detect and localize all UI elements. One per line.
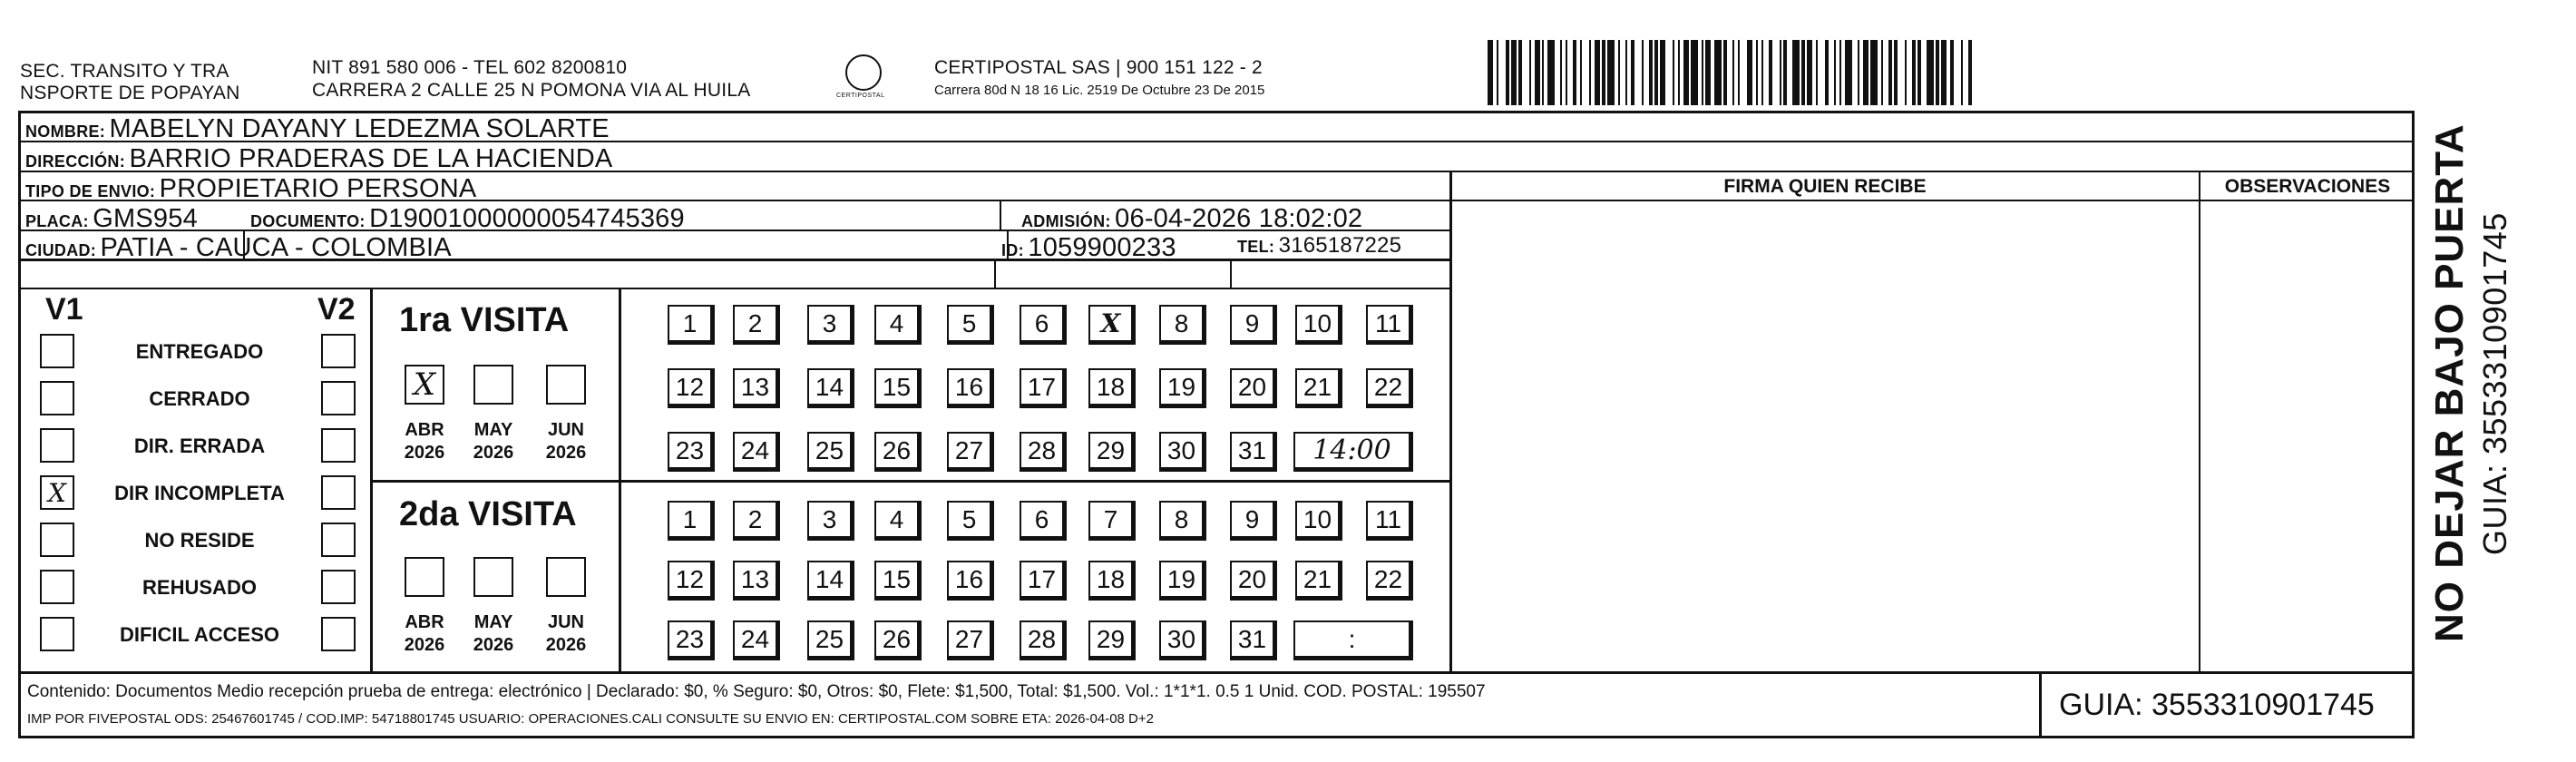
admision-label: ADMISIÓN:	[1021, 212, 1111, 230]
barcode-bar	[1898, 40, 1905, 105]
day-box[interactable]: 28	[1020, 620, 1067, 660]
month-checkbox[interactable]	[405, 557, 444, 597]
v1-checkbox[interactable]	[40, 334, 74, 368]
admision-cell	[1021, 206, 1362, 232]
v2-checkbox[interactable]	[321, 523, 356, 557]
month-label	[537, 611, 595, 657]
visit-divider	[370, 480, 1451, 483]
barcode-bar	[1634, 40, 1642, 105]
day-box[interactable]: 18	[1088, 368, 1136, 408]
day-box[interactable]: 6	[1020, 501, 1067, 541]
observaciones-title: OBSERVACIONES	[2224, 176, 2391, 197]
month-checkbox[interactable]	[546, 557, 586, 597]
office-line-1: SEC. TRANSITO Y TRA	[20, 61, 229, 82]
barcode-bar	[1792, 40, 1800, 105]
day-box[interactable]: 14	[807, 561, 854, 601]
day-box[interactable]: 3	[807, 305, 854, 345]
day-box[interactable]: 2	[733, 305, 780, 345]
day-box[interactable]: 25	[807, 620, 854, 660]
month-year: 2026	[404, 635, 445, 655]
day-box[interactable]: 8	[1159, 501, 1206, 541]
month-name: MAY	[473, 420, 513, 440]
ciudad-value: PATIA - CAUCA - COLOMBIA	[100, 233, 452, 262]
month-checkbox[interactable]	[473, 557, 513, 597]
office-line-2: NSPORTE DE POPAYAN	[20, 83, 240, 103]
barcode-bar	[1772, 40, 1780, 105]
v2-checkbox[interactable]	[321, 570, 356, 604]
month-label	[464, 419, 522, 464]
tipo-envio-label: TIPO DE ENVIO:	[25, 182, 156, 200]
ciudad-cell	[25, 235, 452, 261]
v2-checkbox[interactable]	[321, 334, 356, 368]
day-box[interactable]: 16	[947, 368, 994, 408]
day-box[interactable]: 11	[1366, 305, 1413, 345]
cell-divider	[1230, 259, 1232, 288]
day-box[interactable]: 31	[1230, 620, 1277, 660]
day-box[interactable]: 27	[947, 620, 994, 660]
day-box[interactable]: 21	[1295, 561, 1342, 601]
direccion-value: BARRIO PRADERAS DE LA HACIENDA	[129, 144, 613, 173]
barcode-bar	[1691, 40, 1698, 105]
cell-divider	[1000, 200, 1001, 230]
no-dejar-bajo-puerta: NO DEJAR BAJO PUERTA	[2427, 123, 2472, 642]
documento-cell	[250, 206, 685, 232]
barcode	[1488, 40, 2222, 105]
day-box[interactable]: 11	[1366, 501, 1413, 541]
time-field[interactable]: 14:00	[1293, 432, 1413, 472]
footer-imp-line: IMP POR FIVEPOSTAL ODS: 25467601745 / COD.IMP: 54718801745 USUARIO: OPERACIONES.CALI CONSULTE SU ENVIO EN: CERTIPOSTAL.COM SOBRE ETA: 2026-04-08 D+2	[27, 711, 1154, 727]
day-box[interactable]: 2	[733, 501, 780, 541]
day-box[interactable]: 18	[1088, 561, 1136, 601]
month-year: 2026	[404, 443, 445, 463]
id-cell	[1001, 235, 1176, 261]
v2-checkbox[interactable]	[321, 381, 356, 415]
tipo-envio-row	[25, 176, 476, 202]
tel-label: TEL:	[1237, 238, 1275, 256]
logo-text: CERTIPOSTAL	[836, 93, 885, 99]
status-label: DIR INCOMPLETA	[114, 482, 285, 504]
license-line: Carrera 80d N 18 16 Lic. 2519 De Octubre 23 De 2015	[934, 83, 1265, 98]
direccion-label: DIRECCIÓN:	[25, 152, 125, 171]
month-label	[537, 419, 595, 464]
id-label: ID:	[1001, 241, 1024, 259]
day-box[interactable]: 23	[668, 432, 715, 472]
barcode-bar	[1818, 40, 1825, 105]
day-box[interactable]: 24	[733, 620, 780, 660]
footer-divider	[18, 671, 2415, 674]
barcode-bar	[1714, 40, 1722, 105]
placa-cell	[25, 206, 198, 232]
v1-checkbox[interactable]	[40, 617, 74, 651]
month-label	[464, 611, 522, 657]
status-label: ENTREGADO	[135, 340, 264, 363]
day-box[interactable]: 4	[874, 501, 922, 541]
day-box[interactable]: 20	[1230, 561, 1277, 601]
barcode-bar	[1607, 40, 1615, 105]
documento-label: DOCUMENTO:	[250, 212, 366, 230]
day-box[interactable]: 30	[1159, 620, 1206, 660]
day-box[interactable]: 19	[1159, 561, 1206, 601]
barcode-bar	[1665, 40, 1673, 105]
ciudad-label: CIUDAD:	[25, 241, 97, 259]
day-box[interactable]: 26	[874, 432, 922, 472]
barcode-bar	[1927, 40, 1934, 105]
day-box[interactable]: 7	[1088, 501, 1136, 541]
day-box[interactable]: 15	[874, 368, 922, 408]
direccion-row	[25, 146, 612, 172]
month-year: 2026	[545, 635, 587, 655]
barcode-bar	[1582, 40, 1589, 105]
day-box[interactable]: 15	[874, 561, 922, 601]
barcode-bar	[1954, 40, 1961, 105]
month-label	[395, 419, 454, 464]
month-year: 2026	[473, 443, 514, 463]
month-name: JUN	[547, 612, 584, 632]
day-box[interactable]: 10	[1295, 501, 1342, 541]
barcode-bar	[1522, 40, 1529, 105]
time-field[interactable]: :	[1293, 620, 1413, 660]
footer-guia-divider	[2039, 671, 2042, 738]
day-box[interactable]: 13	[733, 368, 780, 408]
id-value: 1059900233	[1028, 233, 1176, 262]
barcode-bar	[1740, 40, 1747, 105]
barcode-bar	[1972, 40, 1974, 105]
tel-value: 3165187225	[1278, 233, 1402, 258]
day-box[interactable]: 25	[807, 432, 854, 472]
day-box[interactable]: 12	[668, 561, 715, 601]
address-line: CARRERA 2 CALLE 25 N POMONA VIA AL HUILA	[312, 80, 751, 101]
day-box[interactable]: 4	[874, 305, 922, 345]
day-box[interactable]: X	[1088, 305, 1136, 345]
month-name: MAY	[473, 612, 513, 632]
day-box[interactable]: 24	[733, 432, 780, 472]
placa-label: PLACA:	[25, 212, 89, 230]
signature-divider	[1449, 171, 1452, 671]
day-box[interactable]: 22	[1366, 368, 1413, 408]
v1-checkbox[interactable]	[40, 428, 74, 463]
day-box[interactable]: 10	[1295, 305, 1342, 345]
day-box[interactable]: 6	[1020, 305, 1067, 345]
v1-label: V1	[45, 292, 83, 327]
observaciones-divider	[2199, 171, 2200, 671]
day-box[interactable]: 16	[947, 561, 994, 601]
day-box[interactable]: 28	[1020, 432, 1067, 472]
day-box[interactable]: 12	[668, 368, 715, 408]
day-box[interactable]: 9	[1230, 305, 1277, 345]
visit1-title: 1ra VISITA	[399, 301, 570, 339]
nit-line: NIT 891 580 006 - TEL 602 8200810	[312, 57, 628, 78]
company-line: CERTIPOSTAL SAS | 900 151 122 - 2	[934, 57, 1263, 78]
month-name: JUN	[547, 420, 584, 440]
barcode-bar	[1498, 40, 1506, 105]
status-label: REHUSADO	[142, 576, 257, 599]
day-box[interactable]: 31	[1230, 432, 1277, 472]
barcode-bar	[1547, 40, 1555, 105]
status-label: CERRADO	[149, 387, 250, 410]
day-box[interactable]: 27	[947, 432, 994, 472]
day-box[interactable]: 23	[668, 620, 715, 660]
footer-content-line: Contenido: Documentos Medio recepción prueba de entrega: electrónico | Declarado: $0, % Seguro: $0, Otros: $0, Flete: $1,500, Total: $1,500. Vol.: 1*1*1. 0.5 1 Unid. COD. POSTAL: 195507	[27, 682, 1486, 701]
month-year: 2026	[545, 443, 587, 463]
visit2-title: 2da VISITA	[399, 495, 577, 533]
month-label	[395, 611, 454, 657]
day-box[interactable]: 20	[1230, 368, 1277, 408]
footer-guia: GUIA: 3553310901745	[2059, 688, 2375, 722]
v2-checkbox[interactable]	[321, 617, 356, 651]
row-divider	[1451, 200, 2415, 201]
day-box[interactable]: 22	[1366, 561, 1413, 601]
month-name: ABR	[405, 612, 444, 632]
day-box[interactable]: 13	[733, 561, 780, 601]
day-box[interactable]: 30	[1159, 432, 1206, 472]
firma-title: FIRMA QUIEN RECIBE	[1723, 176, 1927, 197]
month-checkbox[interactable]: X	[405, 365, 444, 405]
day-box[interactable]: 17	[1020, 561, 1067, 601]
barcode-bar	[1870, 40, 1878, 105]
tel-cell	[1237, 235, 1401, 257]
v1-checkbox[interactable]: X	[40, 475, 74, 510]
v2-checkbox[interactable]	[321, 475, 356, 510]
tipo-envio-value: PROPIETARIO PERSONA	[159, 174, 477, 203]
status-label: NO RESIDE	[144, 529, 255, 552]
day-box[interactable]: 29	[1088, 620, 1136, 660]
status-label: DIFICIL ACCESO	[119, 623, 279, 646]
logo-circle-icon	[845, 54, 882, 91]
nombre-value: MABELYN DAYANY LEDEZMA SOLARTE	[109, 114, 610, 143]
cell-divider	[994, 259, 996, 288]
barcode-bar	[1845, 40, 1852, 105]
nombre-row	[25, 116, 610, 142]
day-box[interactable]: 9	[1230, 501, 1277, 541]
certipostal-logo	[836, 54, 891, 102]
documento-value: D19001000000054745369	[369, 204, 685, 233]
day-box[interactable]: 21	[1295, 368, 1342, 408]
day-box[interactable]: 29	[1088, 432, 1136, 472]
day-box[interactable]: 17	[1020, 368, 1067, 408]
v1-checkbox[interactable]	[40, 570, 74, 604]
day-box[interactable]: 8	[1159, 305, 1206, 345]
day-box[interactable]: 14	[807, 368, 854, 408]
month-year: 2026	[473, 635, 514, 655]
day-box[interactable]: 26	[874, 620, 922, 660]
day-box[interactable]: 1	[668, 305, 715, 345]
day-box[interactable]: 5	[947, 305, 994, 345]
month-name: ABR	[405, 420, 444, 440]
month-checkbox[interactable]	[473, 365, 513, 405]
v2-checkbox[interactable]	[321, 428, 356, 463]
placa-value: GMS954	[93, 204, 198, 233]
v1-checkbox[interactable]	[40, 381, 74, 415]
day-box[interactable]: 19	[1159, 368, 1206, 408]
observaciones-area[interactable]	[2204, 203, 2411, 668]
status-label: DIR. ERRADA	[133, 435, 266, 457]
v1-checkbox[interactable]	[40, 523, 74, 557]
nombre-label: NOMBRE:	[25, 122, 106, 141]
v2-label: V2	[317, 292, 356, 327]
signature-area[interactable]	[1455, 203, 2195, 668]
month-checkbox[interactable]	[546, 365, 586, 405]
admision-value: 06-04-2026 18:02:02	[1115, 204, 1363, 233]
day-box[interactable]: 3	[807, 501, 854, 541]
day-box[interactable]: 1	[668, 501, 715, 541]
side-guia: GUIA: 3553310901745	[2476, 212, 2513, 555]
row-divider	[18, 288, 1451, 289]
day-box[interactable]: 5	[947, 501, 994, 541]
